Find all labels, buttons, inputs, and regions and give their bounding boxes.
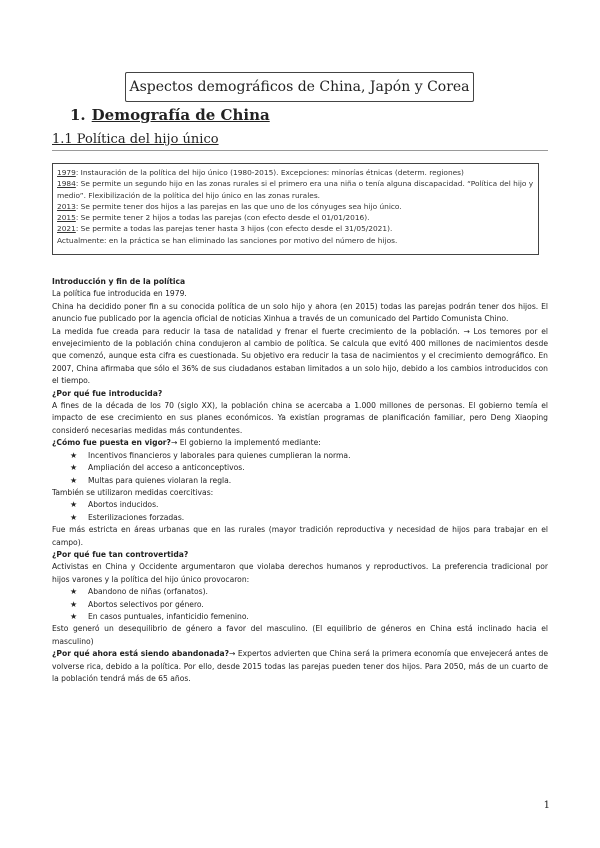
list-item: ★ Multas para quienes violaran la regla. — [52, 475, 548, 487]
coercive-list — [52, 499, 548, 524]
timeline-year: 1984 — [57, 179, 76, 189]
timeline-year: 2021 — [57, 224, 76, 234]
star-bullet-icon: ★ — [70, 463, 78, 473]
document-title-box — [125, 72, 474, 102]
star-bullet-icon: ★ — [70, 450, 78, 460]
timeline-note: Actualmente: en la práctica se han eliminado las sanciones por motivo del número de hijos. — [57, 235, 398, 245]
intro-paragraph-3: La medida fue creada para reducir la tasa de natalidad y frenar el fuerte crecimiento de la población. → Los temores por el envejecimiento de la población china condujeron al cambio de política. Se calcula que evitó 400 millones de nacimientos desde que comenzó, aunque esta cifra es cuestionada. Su objetivo era reducir la tasa de nacimientos y el crecimiento demográfico. En 2007, China afirmaba que sólo el 36% de sus ciudadanos estaban limitados a un solo hijo, debido a los cambios introducidos con el tiempo. — [52, 326, 548, 386]
consequences-list — [52, 586, 548, 623]
star-bullet-icon: ★ — [70, 475, 78, 485]
timeline-text: : Se permite un segundo hijo en las zonas rurales si el primero era una niña o tenía alguna discapacidad. “Política del hijo y medio”. Flexibilización de la política del hijo único en las zonas rurales. — [57, 179, 534, 200]
subsection-title: 1.1 Política del hijo único — [52, 132, 219, 147]
measures-list — [52, 450, 548, 487]
list-item: ★ Ampliación del acceso a anticonceptivos. — [52, 462, 548, 474]
star-bullet-icon: ★ — [70, 599, 78, 609]
how-heading: ¿Cómo fue puesta en vigor? — [52, 438, 171, 448]
how-paragraph-after: Fue más estricta en áreas urbanas que en las rurales (mayor tradición reproductiva y necesidad de hijos para trabajar en el campo). — [52, 525, 548, 547]
list-item: ★ Abortos inducidos. — [52, 499, 548, 511]
page-number: 1 — [543, 800, 550, 811]
timeline-entry — [57, 178, 538, 201]
abandoned-heading: ¿Por qué ahora está siendo abandonada? — [52, 649, 230, 659]
list-item: ★ Esterilizaciones forzadas. — [52, 512, 548, 524]
coercive-intro: También se utilizaron medidas coercitivas: — [52, 487, 214, 497]
list-item: ★ Abandono de niñas (orfanatos). — [52, 586, 548, 598]
section-heading — [70, 106, 270, 124]
timeline-year: 2013 — [57, 201, 76, 211]
document-title: Aspectos demográficos de China, Japón y Corea — [129, 79, 470, 95]
subsection-heading — [52, 132, 219, 147]
list-item: ★ En casos puntuales, infanticidio femenino. — [52, 611, 548, 623]
subsection-rule — [52, 150, 548, 151]
why-paragraph: A fines de la década de los 70 (siglo XX), la población china se acercaba a 1.000 millones de personas. El gobierno temía el impacto de ese crecimiento en sus planes económicos. Ya existían programas de planificación familiar, pero Deng Xiaoping consideró necesarias medidas más contundentes. — [52, 401, 548, 435]
timeline-year: 2015 — [57, 213, 76, 223]
controversy-paragraph: Activistas en China y Occidente argumentaron que violaba derechos humanos y reproductivos. La preferencia tradicional por hijos varones y la política del hijo único provocaron: — [52, 562, 548, 584]
timeline-year: 1979 — [57, 168, 76, 177]
star-bullet-icon: ★ — [70, 611, 78, 621]
timeline-entry — [57, 212, 538, 223]
controversy-paragraph-after: Esto generó un desequilibrio de género a favor del masculino. (El equilibrio de géneros en China está inclinado hacia el masculino) — [52, 624, 548, 646]
controversy-heading: ¿Por qué fue tan controvertida? — [52, 549, 189, 559]
abandoned-paragraph: → Expertos advierten que China será la primera economía que envejecerá antes de volverse rica, debido a la política. Por ello, desde 2015 todas las parejas pueden tener dos hijos. Para 2050, más de un cuarto de la población tendrá más de 65 años. — [52, 649, 548, 683]
intro-heading: Introducción y fin de la política — [52, 277, 186, 286]
why-heading: ¿Por qué fue introducida? — [52, 388, 163, 398]
document-body — [52, 276, 548, 685]
star-bullet-icon: ★ — [70, 500, 78, 510]
intro-paragraph-1: La política fue introducida en 1979. — [52, 289, 187, 299]
timeline-text: : Instauración de la política del hijo único (1980-2015). Excepciones: minorías étnicas (determ. regiones) — [75, 168, 464, 177]
timeline-entry — [57, 223, 538, 234]
how-heading-rest: → El gobierno la implementó mediante: — [170, 438, 321, 448]
section-number: 1. — [70, 106, 86, 124]
timeline-entry — [57, 201, 538, 212]
timeline-entry — [57, 167, 538, 178]
timeline-box — [52, 163, 539, 255]
section-title: Demografía de China — [91, 106, 270, 124]
star-bullet-icon: ★ — [70, 512, 78, 522]
timeline-text: : Se permite tener dos hijos a las parejas en las que uno de los cónyuges sea hijo único. — [75, 201, 402, 211]
star-bullet-icon: ★ — [70, 587, 78, 597]
list-item: ★ Incentivos financieros y laborales para quienes cumplieran la norma. — [52, 450, 548, 462]
timeline-text: : Se permite tener 2 hijos a todas las parejas (con efecto desde el 01/01/2016). — [75, 213, 370, 223]
intro-paragraph-2: China ha decidido poner fin a su conocida política de un solo hijo y ahora (en 2015) todas las parejas podrán tener dos hijos. El anuncio fue publicado por la agencia oficial de noticias Xinhua a través de un comunicado del Partido Comunista Chino. — [52, 301, 548, 324]
list-item: ★ Abortos selectivos por género. — [52, 599, 548, 611]
timeline-text: : Se permite a todas las parejas tener hasta 3 hijos (con efecto desde el 31/05/2021). — [75, 224, 393, 234]
